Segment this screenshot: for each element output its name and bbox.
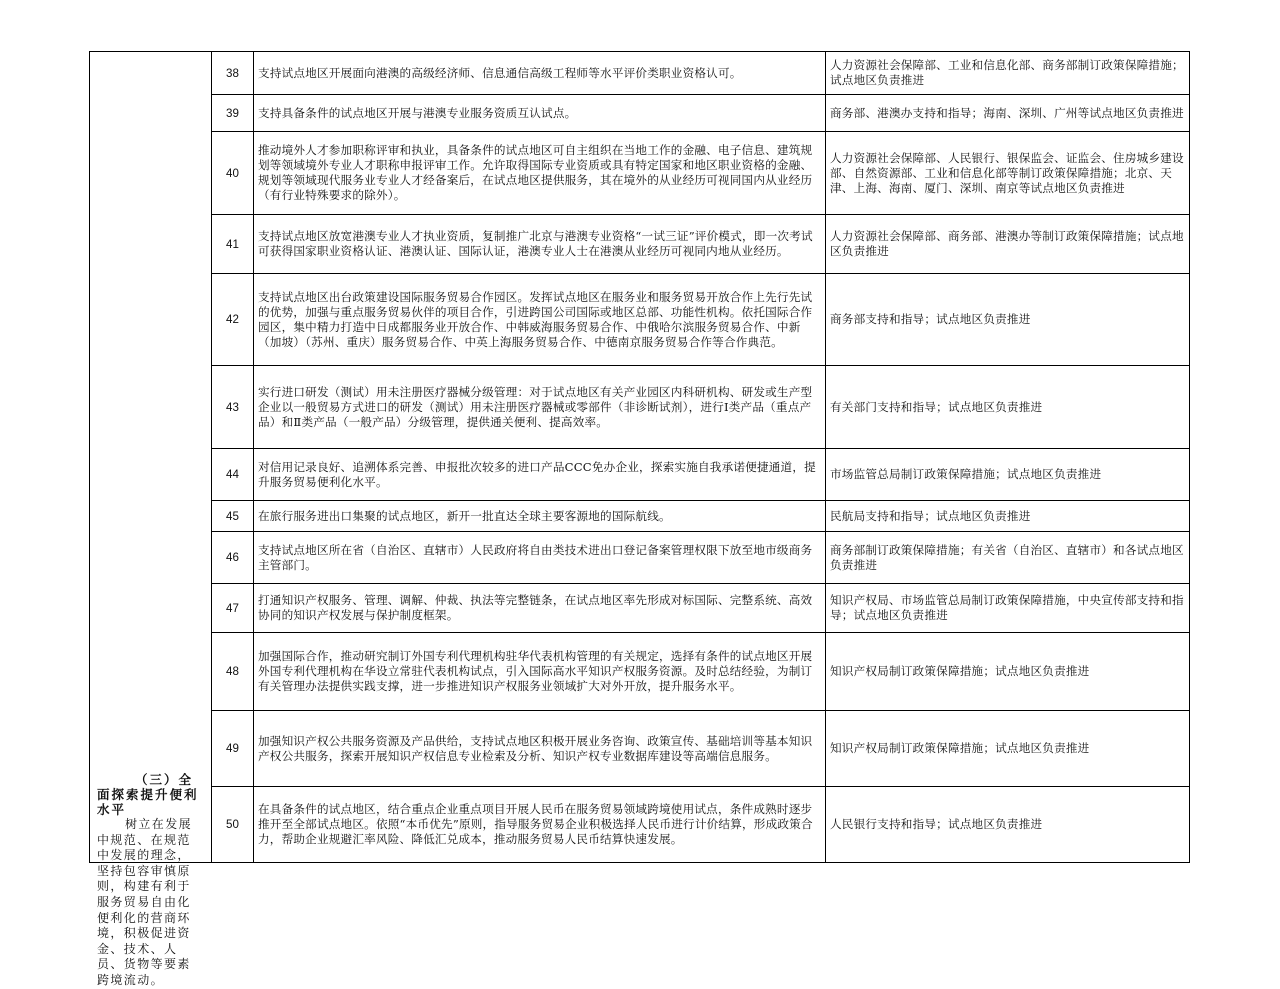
measure-text: 支持试点地区出台政策建设国际服务贸易合作园区。发挥试点地区在服务业和服务贸易开放合作上先行先试的优势，加强与重点服务贸易伙伴的项目合作，引进跨国公司国际或地区总部、功能性机构。依托国际合作园区，集中精力打造中日成都服务业开放合作、中韩威海服务贸易合作、中俄哈尔滨服务贸易合作、中新（加坡）（苏州、重庆）服务贸易合作、中英上海服务贸易合作、中德南京服务贸易合作等合作典范。 bbox=[254, 274, 826, 366]
measure-text: 推动境外人才参加职称评审和执业，具备条件的试点地区可自主组织在当地工作的金融、电子信息、建筑规划等领域境外专业人才职称申报评审工作。允许取得国际专业资质或具有特定国家和地区职业资格的金融、规划等领域现代服务业专业人才经备案后，在试点地区提供服务，其在境外的从业经历可视同国内从业经历（有行业特殊要求的除外）。 bbox=[254, 132, 826, 215]
department-text: 人力资源社会保障部、商务部、港澳办等制订政策保障措施；试点地区负责推进 bbox=[826, 215, 1190, 274]
table-row bbox=[90, 449, 1190, 501]
category-description: 树立在发展中规范、在规范中发展的理念，坚持包容审慎原则，构建有利于服务贸易自由化便利化的营商环境，积极促进资金、技术、人员、货物等要素跨境流动。 bbox=[97, 817, 193, 987]
row-number: 50 bbox=[212, 787, 254, 863]
row-number: 39 bbox=[212, 95, 254, 132]
row-number: 41 bbox=[212, 215, 254, 274]
department-text: 人民银行支持和指导；试点地区负责推进 bbox=[826, 787, 1190, 863]
row-number: 44 bbox=[212, 449, 254, 501]
row-number: 38 bbox=[212, 52, 254, 95]
row-number: 48 bbox=[212, 633, 254, 711]
measure-text: 在具备条件的试点地区，结合重点企业重点项目开展人民币在服务贸易领域跨境使用试点，条件成熟时逐步推开至全部试点地区。依照“本币优先”原则，指导服务贸易企业积极选择人民币进行计价结算，形成政策合力，帮助企业规避汇率风险、降低汇兑成本，推动服务贸易人民币结算快速发展。 bbox=[254, 787, 826, 863]
department-text: 商务部制订政策保障措施；有关省（自治区、直辖市）和各试点地区负责推进 bbox=[826, 532, 1190, 584]
department-text: 商务部、港澳办支持和指导；海南、深圳、广州等试点地区负责推进 bbox=[826, 95, 1190, 132]
table-row bbox=[90, 95, 1190, 132]
category-title: （三）全面探索提升便利水平 bbox=[97, 772, 199, 817]
department-text: 民航局支持和指导；试点地区负责推进 bbox=[826, 501, 1190, 532]
measure-text: 加强知识产权公共服务资源及产品供给，支持试点地区积极开展业务咨询、政策宣传、基础培训等基本知识产权公共服务，探索开展知识产权信息专业检索及分析、知识产权专业数据库建设等高端信息服务。 bbox=[254, 711, 826, 787]
table-row bbox=[90, 215, 1190, 274]
measure-text: 支持试点地区所在省（自治区、直辖市）人民政府将自由类技术进出口登记备案管理权限下放至地市级商务主管部门。 bbox=[254, 532, 826, 584]
measure-text: 支持试点地区放宽港澳专业人才执业资质，复制推广北京与港澳专业资格“一试三证”评价模式，即一次考试可获得国家职业资格认证、港澳认证、国际认证，港澳专业人士在港澳从业经历可视同内地从业经历。 bbox=[254, 215, 826, 274]
department-text: 人力资源社会保障部、工业和信息化部、商务部制订政策保障措施；试点地区负责推进 bbox=[826, 52, 1190, 95]
measure-text: 实行进口研发（测试）用未注册医疗器械分级管理：对于试点地区有关产业园区内科研机构、研发或生产型企业以一般贸易方式进口的研发（测试）用未注册医疗器械或零部件（非诊断试剂），进行Ⅰ类产品（重点产品）和Ⅱ类产品（一般产品）分级管理，提供通关便利、提高效率。 bbox=[254, 366, 826, 449]
row-number: 40 bbox=[212, 132, 254, 215]
row-number: 46 bbox=[212, 532, 254, 584]
table-row bbox=[90, 711, 1190, 787]
policy-table bbox=[89, 51, 1190, 987]
table-row bbox=[90, 274, 1190, 366]
row-number: 47 bbox=[212, 584, 254, 633]
table-row bbox=[90, 52, 1190, 95]
measure-text: 在旅行服务进出口集聚的试点地区，新开一批直达全球主要客源地的国际航线。 bbox=[254, 501, 826, 532]
measure-text: 打通知识产权服务、管理、调解、仲裁、执法等完整链条，在试点地区率先形成对标国际、完整系统、高效协同的知识产权发展与保护制度框架。 bbox=[254, 584, 826, 633]
table-row bbox=[90, 633, 1190, 711]
department-text: 知识产权局制订政策保障措施；试点地区负责推进 bbox=[826, 711, 1190, 787]
table-row bbox=[90, 132, 1190, 215]
row-number: 43 bbox=[212, 366, 254, 449]
measure-text: 支持具备条件的试点地区开展与港澳专业服务资质互认试点。 bbox=[254, 95, 826, 132]
department-text: 商务部支持和指导；试点地区负责推进 bbox=[826, 274, 1190, 366]
table-row bbox=[90, 501, 1190, 532]
department-text: 知识产权局制订政策保障措施；试点地区负责推进 bbox=[826, 633, 1190, 711]
department-text: 人力资源社会保障部、人民银行、银保监会、证监会、住房城乡建设部、自然资源部、工业和信息化部等制订政策保障措施；北京、天津、上海、海南、厦门、深圳、南京等试点地区负责推进 bbox=[826, 132, 1190, 215]
table-row bbox=[90, 532, 1190, 584]
table-row bbox=[90, 366, 1190, 449]
table-row bbox=[90, 787, 1190, 863]
table-row bbox=[90, 584, 1190, 633]
measure-text: 加强国际合作，推动研究制订外国专利代理机构驻华代表机构管理的有关规定，选择有条件的试点地区开展外国专利代理机构在华设立常驻代表机构试点，引入国际高水平知识产权服务资源。及时总结经验，为制订有关管理办法提供实践支撑，进一步推进知识产权服务业领域扩大对外开放，提升服务水平。 bbox=[254, 633, 826, 711]
measure-text: 对信用记录良好、追溯体系完善、申报批次较多的进口产品CCC免办企业，探索实施自我承诺便捷通道，提升服务贸易便利化水平。 bbox=[254, 449, 826, 501]
row-number: 49 bbox=[212, 711, 254, 787]
row-number: 45 bbox=[212, 501, 254, 532]
department-text: 市场监管总局制订政策保障措施；试点地区负责推进 bbox=[826, 449, 1190, 501]
row-number: 42 bbox=[212, 274, 254, 366]
department-text: 有关部门支持和指导；试点地区负责推进 bbox=[826, 366, 1190, 449]
measure-text: 支持试点地区开展面向港澳的高级经济师、信息通信高级工程师等水平评价类职业资格认可。 bbox=[254, 52, 826, 95]
department-text: 知识产权局、市场监管总局制订政策保障措施，中央宣传部支持和指导；试点地区负责推进 bbox=[826, 584, 1190, 633]
category-cell bbox=[90, 52, 212, 987]
